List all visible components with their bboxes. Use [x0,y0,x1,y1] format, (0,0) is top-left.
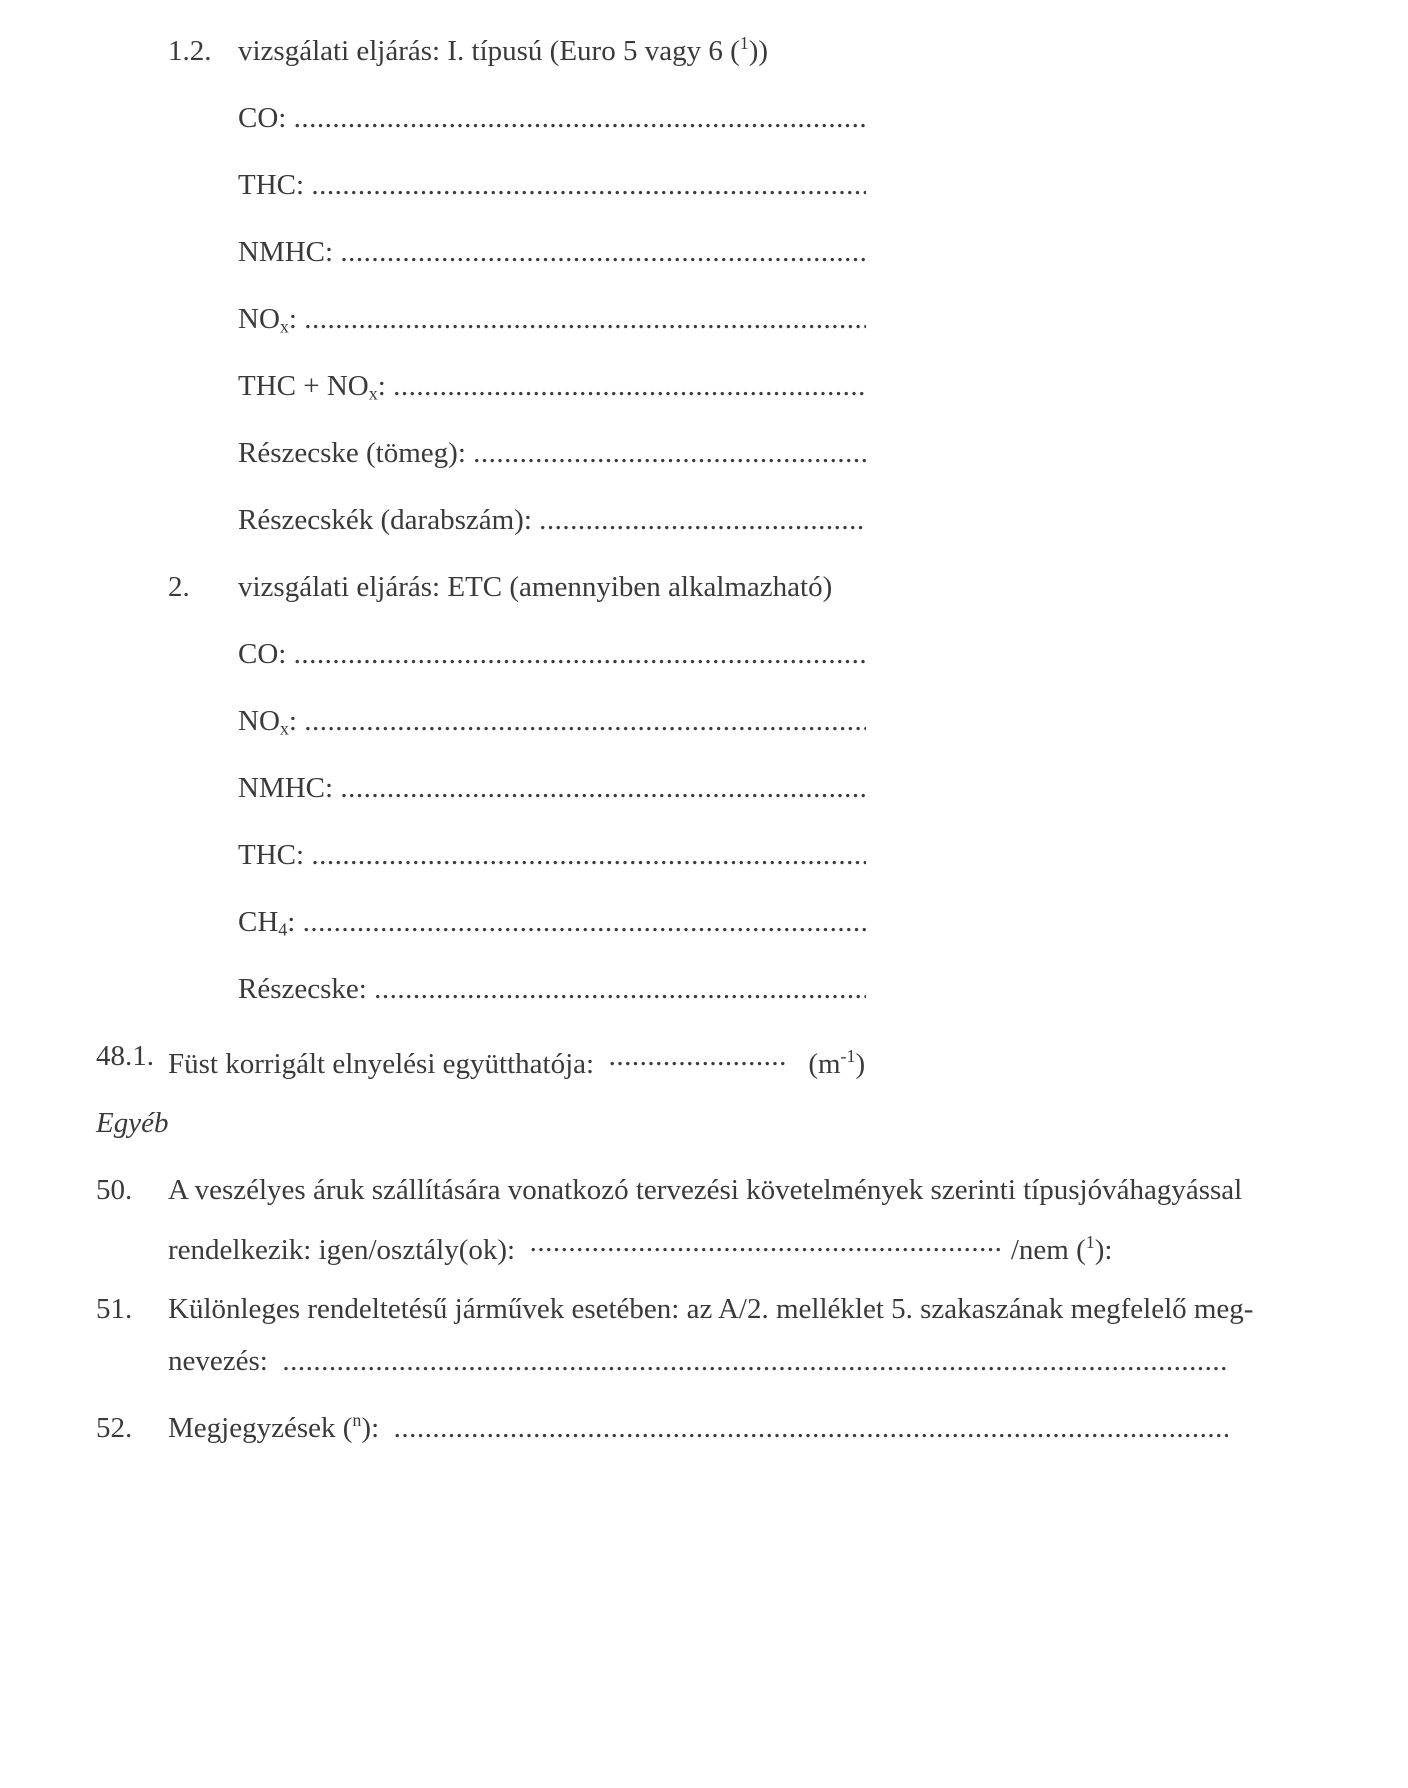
field-etc-nox: $NO_x$: ..... [238,704,866,738]
fill-line[interactable] [394,1411,1228,1445]
fill-line[interactable] [304,302,866,336]
fill-line[interactable] [304,704,866,738]
item-50-line1: A veszélyes áruk szállítására vonatkozó tervezési követelmények szerinti típusjóváhagyással [168,1174,1243,1206]
field-particle-mass: Részecske (tömeg): ..... [238,436,866,470]
fill-line[interactable] [374,972,866,1006]
fill-line[interactable] [294,101,866,135]
fill-line[interactable] [393,369,866,403]
section-2-heading [168,570,190,604]
field-etc-ch4: $CH_4$: ..... [238,905,866,939]
fill-line[interactable] [282,1344,1228,1378]
field-etc-nmhc: NMHC: ..... [238,771,866,805]
fill-line[interactable] [530,1225,1004,1259]
item-51-line1: Különleges rendeltetésű járművek esetében: az A/2. melléklet 5. szakaszának megfelelő meg- [168,1293,1254,1325]
item-48-1-number: 48.1. [96,1040,154,1072]
field-etc-thc: THC: ..... [238,838,866,872]
field-co: CO: ..... [238,101,866,135]
fill-line[interactable] [303,905,866,939]
field-nmhc: NMHC: ..... [238,235,866,269]
item-48-1: Füst korrigált elnyelési együtthatója: ..... $(m^{-1})$ [168,1039,865,1073]
field-thc-nox: THC + $NO_x$: ..... [238,369,866,403]
item-51-number: 51. [96,1293,133,1325]
field-particle-number: Részecskék (darabszám): ..... [238,503,866,537]
item-52-number: 52. [96,1412,133,1444]
fill-line[interactable] [539,503,866,537]
field-nox: $NO_x$: ..... [238,302,866,336]
field-thc: THC: ..... [238,168,866,202]
section-1-2-heading [168,34,212,68]
fill-line[interactable] [340,771,866,805]
fill-line[interactable] [311,838,866,872]
section-number: 2. [168,571,190,603]
fill-line[interactable] [311,168,866,202]
item-50-line2: rendelkezik: igen/osztály(ok): ..... /nem ($^1$): [168,1225,1112,1259]
fill-line[interactable] [294,637,866,671]
section-2-title: vizsgálati eljárás: ETC (amennyiben alkalmazható) [238,571,833,603]
field-etc-particle: Részecske: ..... [238,972,866,1006]
section-1-2-title: vizsgálati eljárás: I. típusú (Euro 5 vagy 6 ($^1$)) [238,33,769,67]
item-51-line2: nevezés: ..... [168,1344,1228,1378]
item-52: Megjegyzések ($^n$): ..... [168,1411,1228,1445]
fill-line[interactable] [609,1039,787,1073]
field-etc-co: CO: ..... [238,637,866,671]
fill-line[interactable] [340,235,866,269]
heading-other: Egyéb [96,1107,169,1139]
section-number: 1.2. [168,35,212,67]
fill-line[interactable] [473,436,866,470]
item-50-number: 50. [96,1174,133,1206]
